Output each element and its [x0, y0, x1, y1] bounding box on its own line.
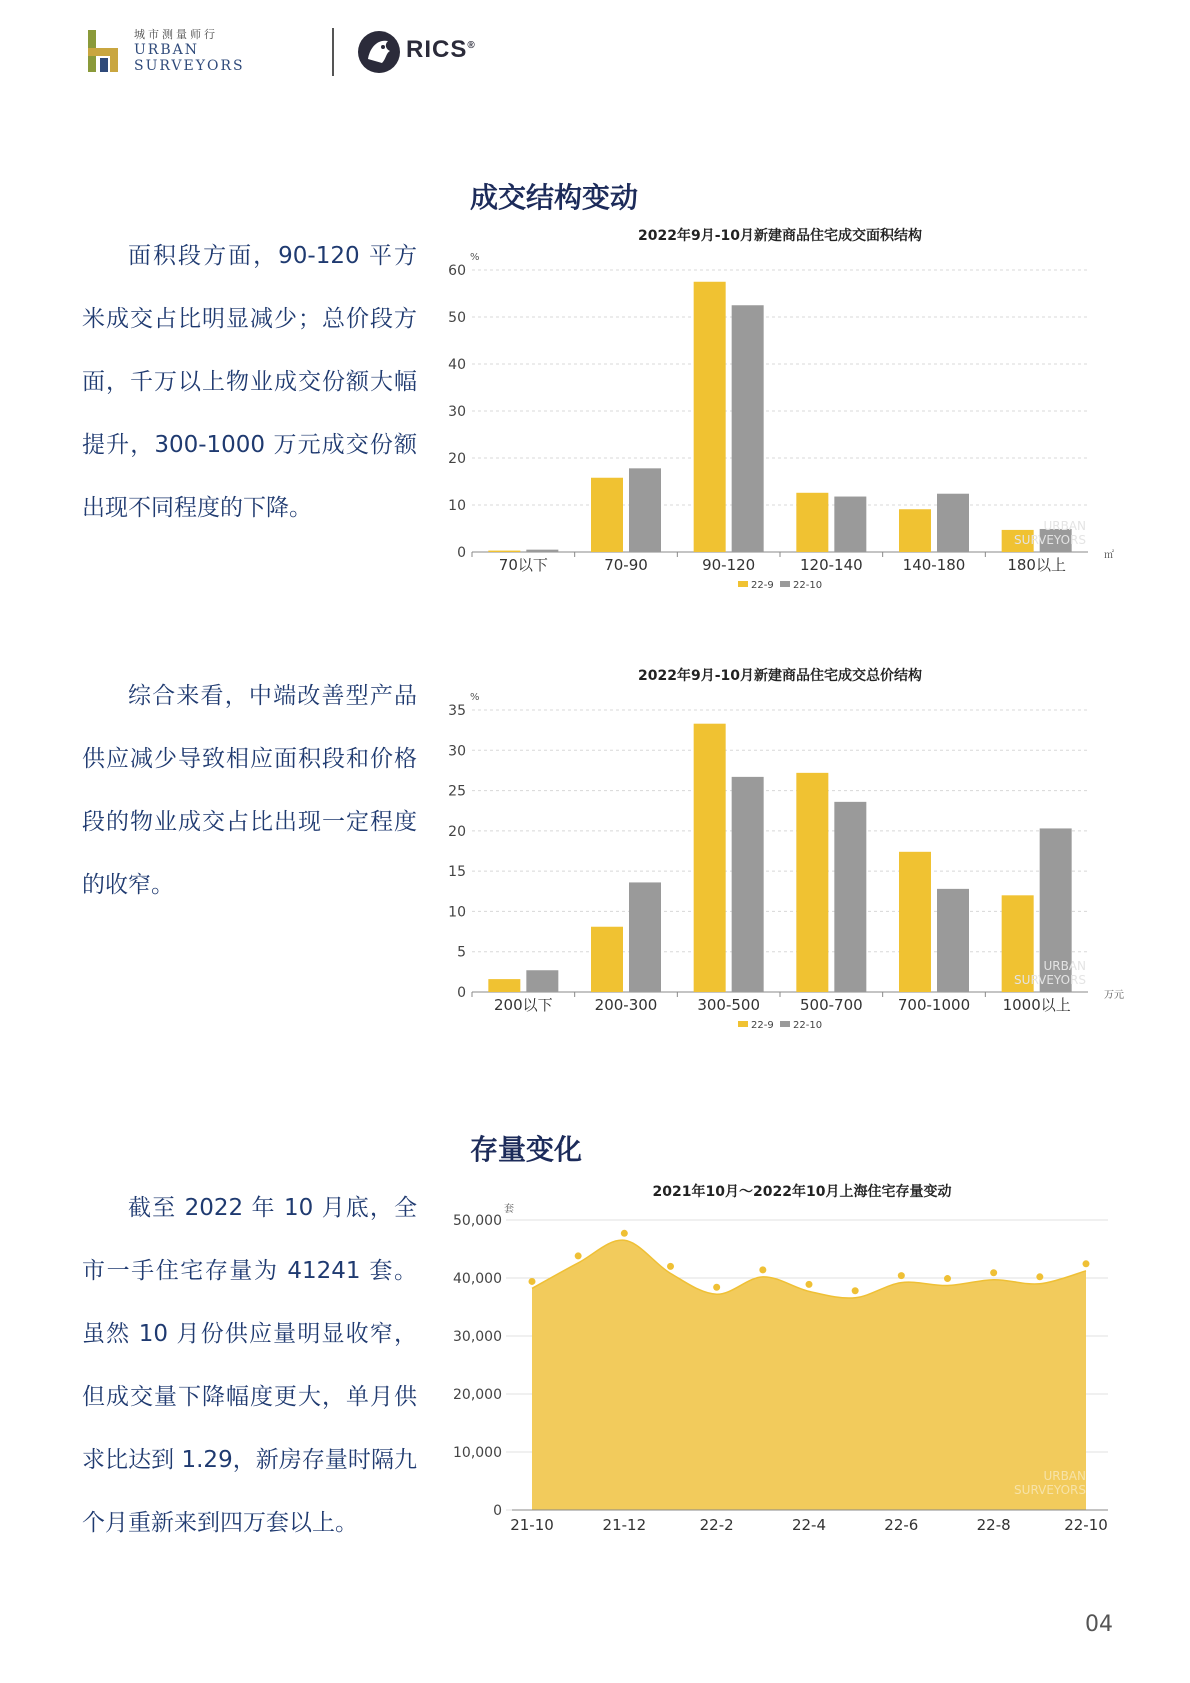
price-chart-bar-22-10: [732, 777, 764, 992]
area-chart-bar-22-9: [694, 282, 726, 552]
price-structure-chart-svg: [440, 662, 1160, 1042]
inventory-chart-point: [990, 1269, 997, 1276]
area-chart-x-tick: 180以上: [1007, 556, 1066, 574]
header: [88, 26, 508, 78]
price-chart-x-tick: 1000以上: [1002, 996, 1071, 1014]
inventory-chart-svg: [440, 1178, 1160, 1550]
area-chart-bar-22-10: [937, 494, 969, 552]
price-chart-legend-label: 22-10: [793, 1020, 823, 1031]
area-chart-watermark: SURVEYORS: [1014, 533, 1086, 547]
price-chart-y-tick: 25: [448, 783, 466, 800]
price-chart-bar-22-9: [899, 852, 931, 992]
area-chart-bar-22-10: [834, 497, 866, 552]
inventory-chart-title: 2021年10月～2022年10月上海住宅存量变动: [652, 1184, 952, 1200]
area-chart-bar-22-9: [488, 551, 520, 552]
area-chart-watermark: URBAN: [1043, 519, 1086, 533]
inventory-chart-point: [529, 1278, 536, 1285]
inventory-chart-point: [575, 1252, 582, 1259]
inventory-chart-y-tick: 0: [493, 1503, 502, 1519]
inventory-chart-point: [667, 1263, 674, 1270]
area-chart-x-tick: 90-120: [702, 556, 756, 574]
inventory-chart-point: [1036, 1273, 1043, 1280]
section-title-inventory: 存量变化: [470, 1133, 583, 1166]
price-chart-bar-22-9: [591, 927, 623, 992]
price-chart-y-tick: 10: [448, 904, 466, 921]
area-chart-bar-22-10: [732, 305, 764, 552]
area-chart-x-tick: 120-140: [799, 556, 863, 574]
price-chart-bar-22-9: [694, 724, 726, 992]
logo-chinese-name: 城市测量师行: [134, 28, 218, 41]
price-chart-y-tick: 30: [448, 743, 466, 760]
price-chart-x-tick: 700-1000: [897, 996, 971, 1014]
price-chart-x-unit: 万元: [1104, 990, 1124, 1001]
paragraph-inventory: 截至 2022 年 10 月底，全市一手住宅存量为 41241 套。虽然 10 月份供应量明显收窄，但成交量下降幅度更大，单月供求比达到 1.29，新房存量时隔九个月重新来到四万套以上。: [82, 1195, 417, 1536]
inventory-chart-point: [713, 1284, 720, 1291]
area-chart-legend-label: 22-10: [793, 580, 823, 591]
inventory-area-chart: [440, 1178, 1160, 1550]
inventory-chart-y-tick: 40,000: [453, 1271, 502, 1287]
inventory-chart-x-tick: 21-12: [602, 1516, 647, 1534]
price-chart-bar-22-10: [937, 889, 969, 992]
price-structure-bar-chart: [440, 662, 1160, 1042]
price-chart-legend-swatch: [738, 1021, 748, 1027]
area-chart-bar-22-10: [526, 550, 558, 552]
inventory-chart-point: [806, 1281, 813, 1288]
logo-text: [134, 28, 304, 76]
inventory-chart-point: [621, 1230, 628, 1237]
paragraph-area-structure: 面积段方面，90-120 平方米成交占比明显减少；总价段方面，千万以上物业成交份额大幅提升，300-1000 万元成交份额出现不同程度的下降。: [82, 243, 417, 521]
inventory-chart-point: [944, 1275, 951, 1282]
price-chart-x-tick: 200以下: [494, 996, 553, 1014]
inventory-chart-x-tick: 22-8: [976, 1516, 1011, 1534]
price-chart-watermark: SURVEYORS: [1014, 973, 1086, 987]
inventory-chart-y-tick: 30,000: [453, 1329, 502, 1345]
price-chart-y-tick: 5: [457, 944, 466, 961]
price-chart-y-tick: 20: [448, 823, 466, 840]
logo-english-line1: URBAN: [134, 42, 199, 58]
price-chart-legend-swatch: [780, 1021, 790, 1027]
price-chart-y-tick: 35: [448, 703, 466, 719]
area-chart-y-tick: 40: [448, 357, 466, 373]
area-chart-legend-swatch: [738, 581, 748, 587]
price-chart-y-tick: 0: [457, 985, 466, 1001]
price-chart-y-tick: 15: [448, 864, 466, 881]
inventory-chart-point: [852, 1287, 859, 1294]
price-chart-y-unit: %: [470, 692, 480, 703]
price-chart-bar-22-9: [488, 979, 520, 992]
inventory-chart-x-tick: 21-10: [510, 1516, 554, 1534]
paragraph-summary: 综合来看，中端改善型产品供应减少导致相应面积段和价格段的物业成交占比出现一定程度的收窄。: [82, 683, 417, 898]
area-chart-y-tick: 60: [448, 263, 466, 279]
section-title-structure: 成交结构变动: [470, 181, 639, 214]
area-chart-x-unit: ㎡: [1104, 550, 1114, 561]
area-chart-y-tick: 50: [448, 310, 466, 326]
area-chart-y-tick: 30: [448, 404, 466, 420]
price-chart-bar-22-9: [796, 773, 828, 992]
price-chart-watermark: URBAN: [1043, 959, 1086, 973]
inventory-chart-y-unit: 套: [504, 1204, 514, 1215]
area-chart-x-tick: 70以下: [498, 556, 548, 574]
area-chart-y-tick: 10: [448, 498, 466, 514]
inventory-chart-y-tick: 10,000: [453, 1445, 502, 1461]
area-chart-legend-label: 22-9: [751, 580, 774, 591]
area-chart-bar-22-10: [629, 468, 661, 552]
area-structure-chart-svg: [440, 222, 1160, 602]
area-chart-legend-swatch: [780, 581, 790, 587]
header-divider: [332, 28, 334, 76]
area-chart-x-tick: 70-90: [604, 556, 648, 574]
rics-wordmark: RICS®: [406, 36, 476, 63]
price-chart-title: 2022年9月-10月新建商品住宅成交总价结构: [638, 668, 922, 684]
inventory-chart-point: [898, 1272, 905, 1279]
area-chart-y-tick: 0: [457, 545, 466, 561]
price-chart-x-tick: 200-300: [594, 996, 658, 1014]
price-chart-x-tick: 300-500: [697, 996, 761, 1014]
inventory-chart-y-tick: 50,000: [453, 1213, 502, 1229]
price-chart-legend-label: 22-9: [751, 1020, 774, 1031]
inventory-chart-point: [759, 1266, 766, 1273]
logo-english-line2: SURVEYORS: [134, 58, 245, 74]
rics-lion-icon: [356, 29, 402, 75]
area-chart-bar-22-9: [591, 478, 623, 552]
price-chart-bar-22-10: [629, 882, 661, 992]
price-chart-bar-22-10: [834, 802, 866, 992]
price-chart-x-tick: 500-700: [799, 996, 863, 1014]
inventory-chart-y-tick: 20,000: [453, 1387, 502, 1403]
area-chart-y-unit: %: [470, 252, 480, 263]
area-chart-y-tick: 20: [448, 451, 466, 467]
inventory-chart-x-tick: 22-6: [884, 1516, 919, 1534]
inventory-chart-watermark: URBAN: [1043, 1469, 1086, 1483]
inventory-chart-x-tick: 22-2: [699, 1516, 734, 1534]
area-structure-bar-chart: [440, 222, 1160, 602]
price-chart-bar-22-10: [526, 970, 558, 992]
urban-surveyors-logo-icon: [88, 30, 126, 72]
area-chart-x-tick: 140-180: [902, 556, 966, 574]
inventory-chart-x-tick: 22-10: [1064, 1516, 1108, 1534]
area-chart-bar-22-9: [899, 509, 931, 552]
rics-registered-mark: ®: [467, 40, 476, 51]
inventory-chart-watermark: SURVEYORS: [1014, 1483, 1086, 1497]
inventory-chart-x-tick: 22-4: [791, 1516, 827, 1534]
area-chart-bar-22-9: [796, 493, 828, 552]
area-chart-title: 2022年9月-10月新建商品住宅成交面积结构: [638, 228, 922, 244]
page-number: 04: [1085, 1612, 1113, 1637]
inventory-chart-point: [1083, 1260, 1090, 1267]
